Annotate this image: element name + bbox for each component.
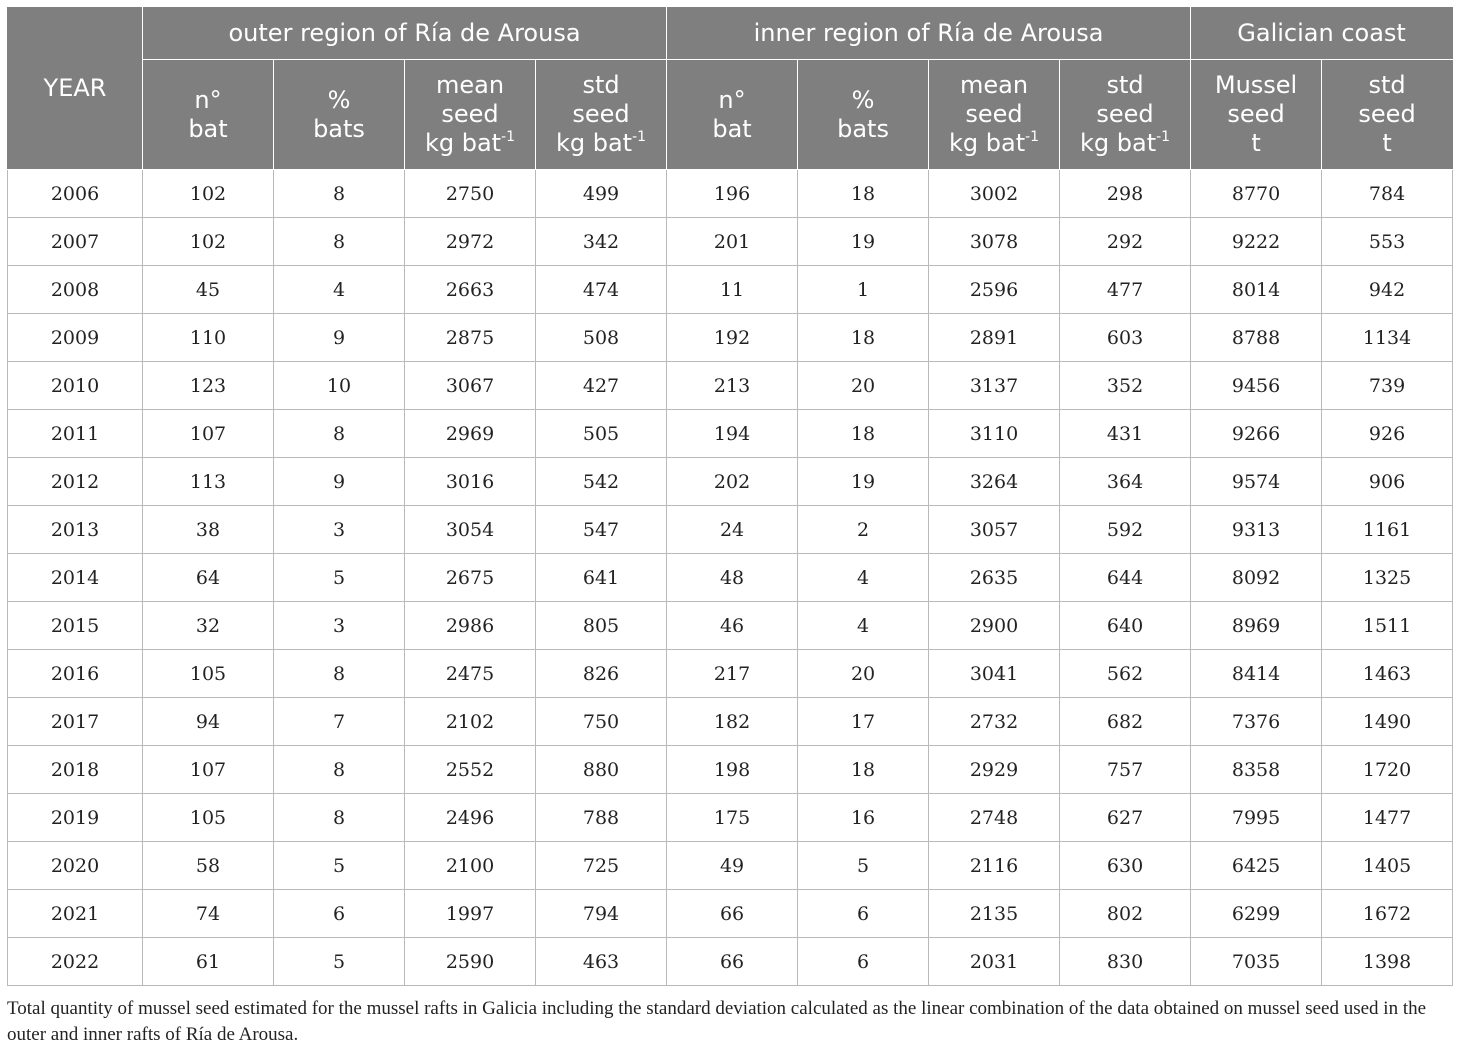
table-cell: 562 [1060, 650, 1191, 698]
table-cell: 431 [1060, 410, 1191, 458]
table-cell: 2496 [405, 794, 536, 842]
table-cell: 1997 [405, 890, 536, 938]
table-cell: 342 [536, 218, 667, 266]
table-row [8, 938, 1453, 986]
column-header-line: t [1382, 129, 1392, 157]
table-cell: 66 [667, 938, 798, 986]
table-row [8, 218, 1453, 266]
column-header-text: kg bat [424, 129, 502, 157]
column-header-line: Mussel [1214, 71, 1298, 99]
table-cell: 2100 [405, 842, 536, 890]
table-cell: 926 [1322, 410, 1453, 458]
table-cell: 18 [798, 170, 929, 218]
year-cell: 2022 [8, 938, 143, 986]
table-cell: 10 [274, 362, 405, 410]
table-cell: 880 [536, 746, 667, 794]
table-cell: 74 [143, 890, 274, 938]
table-cell: 906 [1322, 458, 1453, 506]
table-row [8, 650, 1453, 698]
table-cell: 292 [1060, 218, 1191, 266]
table-cell: 196 [667, 170, 798, 218]
table-cell: 9574 [1191, 458, 1322, 506]
year-cell: 2011 [8, 410, 143, 458]
table-body [8, 170, 1453, 986]
table-cell: 3110 [929, 410, 1060, 458]
table-cell: 603 [1060, 314, 1191, 362]
table-cell: 4 [798, 602, 929, 650]
table-cell: 2929 [929, 746, 1060, 794]
table-cell: 2900 [929, 602, 1060, 650]
table-cell: 16 [798, 794, 929, 842]
table-cell: 1405 [1322, 842, 1453, 890]
year-cell: 2012 [8, 458, 143, 506]
table-cell: 8 [274, 410, 405, 458]
table-row [8, 698, 1453, 746]
column-header-line: t [1251, 129, 1261, 157]
table-cell: 7035 [1191, 938, 1322, 986]
table-cell: 18 [798, 314, 929, 362]
table-cell: 463 [536, 938, 667, 986]
table-cell: 19 [798, 218, 929, 266]
column-header [1322, 60, 1453, 170]
table-cell: 725 [536, 842, 667, 890]
table-cell: 427 [536, 362, 667, 410]
table-cell: 2102 [405, 698, 536, 746]
table-row [8, 842, 1453, 890]
table-cell: 9266 [1191, 410, 1322, 458]
column-header [1191, 60, 1322, 170]
table-cell: 7 [274, 698, 405, 746]
column-header [274, 60, 405, 170]
table-cell: 3054 [405, 506, 536, 554]
table-cell: 802 [1060, 890, 1191, 938]
table-cell: 739 [1322, 362, 1453, 410]
table-cell: 3067 [405, 362, 536, 410]
table-cell: 8969 [1191, 602, 1322, 650]
column-header-line: bat [188, 114, 228, 143]
column-header [1060, 60, 1191, 170]
table-cell: 6 [274, 890, 405, 938]
table-cell: 2116 [929, 842, 1060, 890]
column-header-line: % [851, 85, 875, 114]
year-cell: 2021 [8, 890, 143, 938]
table-cell: 2635 [929, 554, 1060, 602]
column-header-line: mean [435, 71, 505, 99]
table-cell: 477 [1060, 266, 1191, 314]
table-cell: 9 [274, 314, 405, 362]
table-cell: 8014 [1191, 266, 1322, 314]
table-cell: 942 [1322, 266, 1453, 314]
table-row [8, 890, 1453, 938]
table-cell: 1477 [1322, 794, 1453, 842]
table-cell: 110 [143, 314, 274, 362]
table-cell: 805 [536, 602, 667, 650]
table-cell: 2750 [405, 170, 536, 218]
table-cell: 213 [667, 362, 798, 410]
table-cell: 48 [667, 554, 798, 602]
table-cell: 6299 [1191, 890, 1322, 938]
table-cell: 105 [143, 650, 274, 698]
year-cell: 2019 [8, 794, 143, 842]
year-cell: 2014 [8, 554, 143, 602]
table-cell: 64 [143, 554, 274, 602]
column-header-text: kg bat [555, 129, 633, 157]
table-cell: 5 [274, 554, 405, 602]
table-cell: 8414 [1191, 650, 1322, 698]
column-header [143, 60, 274, 170]
table-cell: 19 [798, 458, 929, 506]
column-header-line: n° [718, 85, 746, 114]
table-cell: 2 [798, 506, 929, 554]
column-header-line: std [582, 71, 620, 99]
table-cell: 1720 [1322, 746, 1453, 794]
table-cell: 2748 [929, 794, 1060, 842]
table-cell: 547 [536, 506, 667, 554]
table-header [8, 8, 1453, 170]
table-cell: 788 [536, 794, 667, 842]
year-cell: 2008 [8, 266, 143, 314]
table-cell: 49 [667, 842, 798, 890]
mussel-seed-table [7, 7, 1453, 986]
table-cell: 107 [143, 410, 274, 458]
column-header-superscript: -1 [1025, 129, 1040, 145]
column-header-line [929, 129, 1059, 158]
table-cell: 553 [1322, 218, 1453, 266]
table-cell: 175 [667, 794, 798, 842]
table-cell: 8 [274, 170, 405, 218]
year-cell: 2016 [8, 650, 143, 698]
table-cell: 505 [536, 410, 667, 458]
table-cell: 8 [274, 794, 405, 842]
table-cell: 8 [274, 746, 405, 794]
year-cell: 2013 [8, 506, 143, 554]
table-cell: 6 [798, 890, 929, 938]
column-header-line: seed [1096, 100, 1154, 128]
table-cell: 113 [143, 458, 274, 506]
table-row [8, 362, 1453, 410]
table-cell: 94 [143, 698, 274, 746]
table-cell: 1511 [1322, 602, 1453, 650]
table-row [8, 266, 1453, 314]
table-cell: 198 [667, 746, 798, 794]
table-cell: 2986 [405, 602, 536, 650]
table-cell: 1398 [1322, 938, 1453, 986]
table-cell: 9313 [1191, 506, 1322, 554]
table-cell: 1 [798, 266, 929, 314]
table-cell: 508 [536, 314, 667, 362]
column-header-text: kg bat [1079, 129, 1157, 157]
table-cell: 474 [536, 266, 667, 314]
table-cell: 3264 [929, 458, 1060, 506]
table-cell: 4 [274, 266, 405, 314]
table-row [8, 794, 1453, 842]
group-header-outer: outer region of Ría de Arousa [143, 8, 667, 60]
table-cell: 66 [667, 890, 798, 938]
column-header-line: seed [1358, 100, 1416, 128]
table-cell: 2969 [405, 410, 536, 458]
table-cell: 123 [143, 362, 274, 410]
table-cell: 682 [1060, 698, 1191, 746]
table-row [8, 554, 1453, 602]
table-cell: 2891 [929, 314, 1060, 362]
table-cell: 3016 [405, 458, 536, 506]
table-cell: 9222 [1191, 218, 1322, 266]
table-row [8, 410, 1453, 458]
table-cell: 2596 [929, 266, 1060, 314]
group-header-inner: inner region of Ría de Arousa [667, 8, 1191, 60]
table-cell: 644 [1060, 554, 1191, 602]
year-cell: 2006 [8, 170, 143, 218]
table-cell: 5 [274, 842, 405, 890]
table-cell: 202 [667, 458, 798, 506]
table-cell: 3041 [929, 650, 1060, 698]
column-header [405, 60, 536, 170]
column-header [667, 60, 798, 170]
year-cell: 2007 [8, 218, 143, 266]
year-cell: 2015 [8, 602, 143, 650]
year-cell: 2018 [8, 746, 143, 794]
table-cell: 640 [1060, 602, 1191, 650]
table-cell: 830 [1060, 938, 1191, 986]
subheader-row [8, 60, 1453, 170]
table-cell: 46 [667, 602, 798, 650]
table-cell: 1325 [1322, 554, 1453, 602]
table-cell: 2552 [405, 746, 536, 794]
table-cell: 2732 [929, 698, 1060, 746]
column-header-line: std [1368, 71, 1406, 99]
table-cell: 107 [143, 746, 274, 794]
column-header-line: % [327, 85, 351, 114]
table-cell: 201 [667, 218, 798, 266]
table-cell: 217 [667, 650, 798, 698]
column-header-line: seed [441, 100, 499, 128]
table-cell: 5 [274, 938, 405, 986]
column-header-superscript: -1 [501, 129, 516, 145]
column-header [798, 60, 929, 170]
column-header-superscript: -1 [632, 129, 647, 145]
year-cell: 2010 [8, 362, 143, 410]
column-header-line: bats [313, 114, 365, 143]
year-header: YEAR [8, 8, 143, 170]
table-cell: 3 [274, 602, 405, 650]
table-cell: 784 [1322, 170, 1453, 218]
column-header-line: seed [572, 100, 630, 128]
table-cell: 61 [143, 938, 274, 986]
table-cell: 8 [274, 218, 405, 266]
table-cell: 2135 [929, 890, 1060, 938]
table-cell: 630 [1060, 842, 1191, 890]
table-cell: 1161 [1322, 506, 1453, 554]
table-cell: 32 [143, 602, 274, 650]
table-cell: 9 [274, 458, 405, 506]
year-cell: 2020 [8, 842, 143, 890]
column-header-line [536, 129, 666, 158]
column-header-line: n° [194, 85, 222, 114]
year-cell: 2009 [8, 314, 143, 362]
table-row [8, 746, 1453, 794]
table-cell: 105 [143, 794, 274, 842]
column-header-line: bat [712, 114, 752, 143]
column-header [536, 60, 667, 170]
table-cell: 58 [143, 842, 274, 890]
table-cell: 102 [143, 170, 274, 218]
table-cell: 102 [143, 218, 274, 266]
table-cell: 352 [1060, 362, 1191, 410]
table-cell: 3 [274, 506, 405, 554]
table-cell: 4 [798, 554, 929, 602]
table-cell: 38 [143, 506, 274, 554]
table-cell: 750 [536, 698, 667, 746]
table-cell: 17 [798, 698, 929, 746]
table-cell: 182 [667, 698, 798, 746]
column-header-line [405, 129, 535, 158]
table-cell: 11 [667, 266, 798, 314]
table-cell: 1463 [1322, 650, 1453, 698]
table-cell: 3078 [929, 218, 1060, 266]
table-cell: 7995 [1191, 794, 1322, 842]
table-cell: 8788 [1191, 314, 1322, 362]
table-cell: 757 [1060, 746, 1191, 794]
table-cell: 1672 [1322, 890, 1453, 938]
column-header-line: seed [965, 100, 1023, 128]
table-cell: 627 [1060, 794, 1191, 842]
table-cell: 18 [798, 410, 929, 458]
table-cell: 1490 [1322, 698, 1453, 746]
table-row [8, 314, 1453, 362]
column-header-line: mean [960, 71, 1029, 99]
table-cell: 2875 [405, 314, 536, 362]
data-table-container [7, 7, 1453, 986]
table-row [8, 506, 1453, 554]
group-header-galician: Galician coast [1191, 8, 1453, 60]
column-header [929, 60, 1060, 170]
table-cell: 2475 [405, 650, 536, 698]
table-cell: 499 [536, 170, 667, 218]
table-cell: 3057 [929, 506, 1060, 554]
table-cell: 45 [143, 266, 274, 314]
table-cell: 3002 [929, 170, 1060, 218]
table-row [8, 458, 1453, 506]
table-cell: 5 [798, 842, 929, 890]
table-cell: 2972 [405, 218, 536, 266]
table-cell: 2590 [405, 938, 536, 986]
table-cell: 8 [274, 650, 405, 698]
table-cell: 194 [667, 410, 798, 458]
table-cell: 298 [1060, 170, 1191, 218]
table-cell: 2675 [405, 554, 536, 602]
table-cell: 1134 [1322, 314, 1453, 362]
table-cell: 641 [536, 554, 667, 602]
year-cell: 2017 [8, 698, 143, 746]
column-header-line: seed [1227, 100, 1285, 128]
table-cell: 9456 [1191, 362, 1322, 410]
table-cell: 592 [1060, 506, 1191, 554]
table-cell: 6425 [1191, 842, 1322, 890]
table-caption: Total quantity of mussel seed estimated for the mussel rafts in Galicia including the standard deviation calculated as the linear combination of the data obtained on mussel seed used in the outer and inner rafts of Ría de Arousa. [7, 998, 1427, 1045]
table-cell: 3137 [929, 362, 1060, 410]
column-header-line [1060, 129, 1190, 158]
table-cell: 8092 [1191, 554, 1322, 602]
column-header-text: kg bat [948, 129, 1026, 157]
column-header-line: bats [837, 114, 889, 143]
column-header-superscript: -1 [1156, 129, 1171, 145]
table-cell: 7376 [1191, 698, 1322, 746]
table-cell: 20 [798, 650, 929, 698]
column-header-line: std [1106, 71, 1144, 99]
table-cell: 6 [798, 938, 929, 986]
table-row [8, 170, 1453, 218]
table-cell: 826 [536, 650, 667, 698]
table-cell: 20 [798, 362, 929, 410]
table-cell: 794 [536, 890, 667, 938]
table-cell: 24 [667, 506, 798, 554]
table-cell: 8358 [1191, 746, 1322, 794]
table-cell: 542 [536, 458, 667, 506]
table-row [8, 602, 1453, 650]
table-cell: 18 [798, 746, 929, 794]
table-cell: 8770 [1191, 170, 1322, 218]
table-cell: 2031 [929, 938, 1060, 986]
table-cell: 364 [1060, 458, 1191, 506]
table-cell: 192 [667, 314, 798, 362]
table-cell: 2663 [405, 266, 536, 314]
